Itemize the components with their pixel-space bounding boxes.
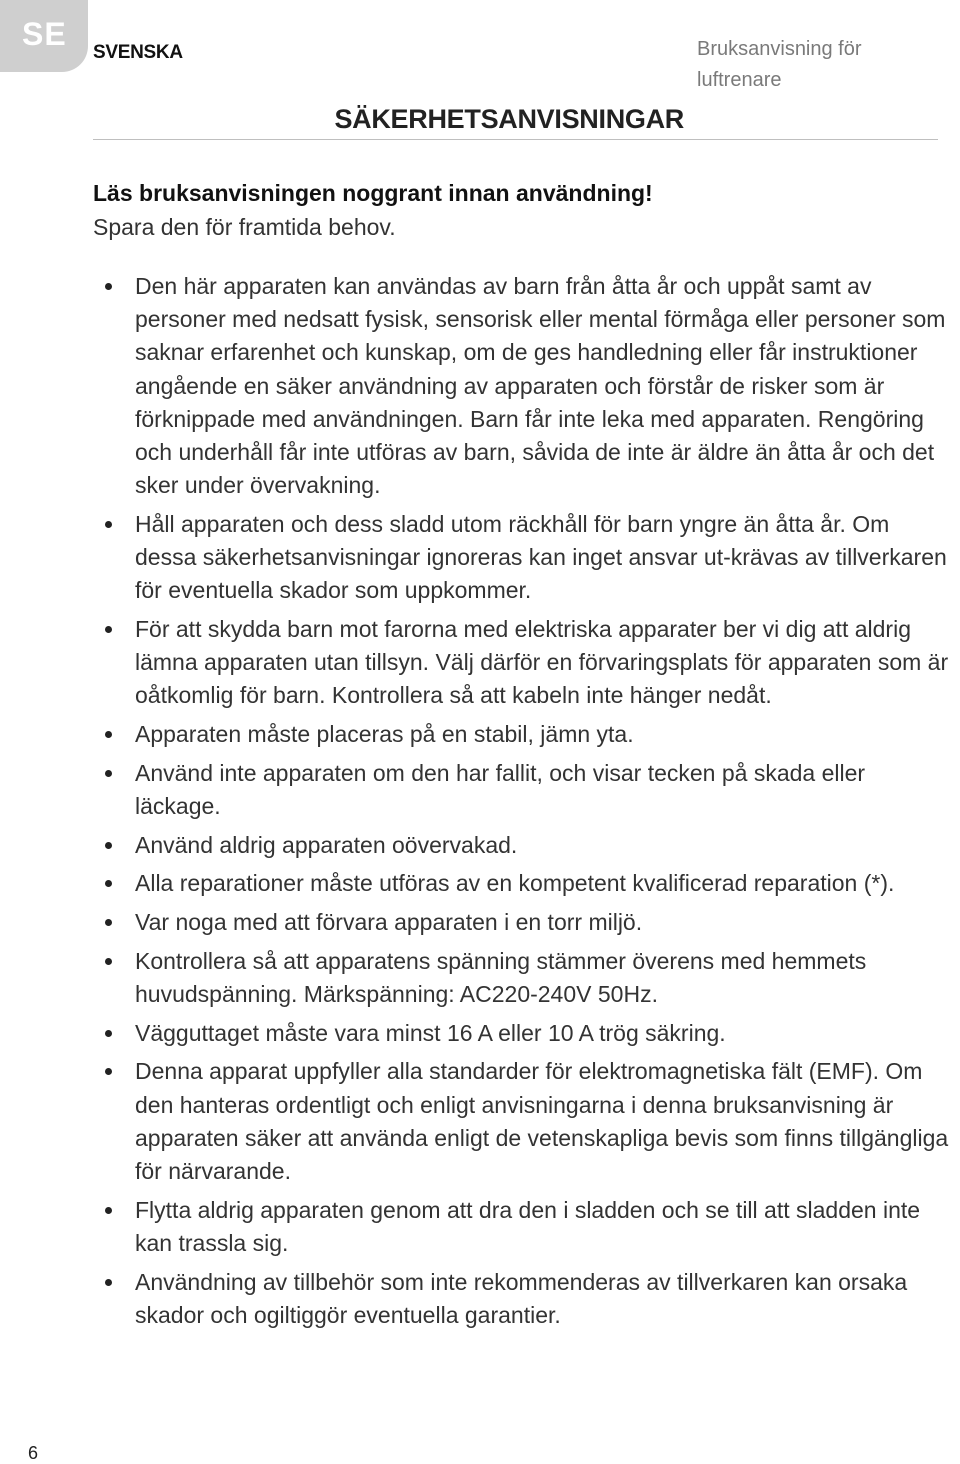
bullet-icon (105, 1030, 112, 1037)
list-item (105, 270, 955, 502)
section-title: SÄKERHETSANVISNINGAR (334, 104, 684, 134)
document-title (697, 34, 937, 96)
list-item (105, 1266, 955, 1332)
list-item-text: Alla reparationer måste utföras av en kompetent kvalificerad reparation (*). (135, 870, 895, 897)
intro-bold-line: Läs bruksanvisningen noggrant innan användning! (93, 180, 653, 206)
list-item-text: För att skydda barn mot farorna med elektriska apparater ber vi dig att aldrig lämna apparaten utan tillsyn. Välj därför en förvaringsplats för apparaten som är oåtkomlig för barn. Kontrollera så att kabeln inte hänger nedåt. (135, 616, 949, 709)
list-item (105, 613, 955, 713)
list-item-text: Flytta aldrig apparaten genom att dra den i sladden och se till att sladden inte kan trassla sig. (135, 1196, 921, 1256)
list-item-text: Vägguttaget måste vara minst 16 A eller 10 A trög säkring. (135, 1019, 726, 1046)
list-item (105, 1055, 955, 1188)
bullet-icon (105, 880, 112, 887)
safety-instructions-list (105, 270, 955, 1338)
list-item (105, 1194, 955, 1260)
bullet-icon (105, 770, 112, 777)
list-item (105, 718, 955, 751)
language-code: SE (22, 16, 67, 52)
bullet-icon (105, 731, 112, 738)
list-item-text: Apparaten måste placeras på en stabil, jämn yta. (135, 721, 634, 748)
list-item-text: Håll apparaten och dess sladd utom räckhåll för barn yngre än åtta år. Om dessa säkerhetsanvisningar ignoreras kan inget ansvar ut-krävas av tillverkaren för eventuella skador som uppkommer. (135, 510, 947, 604)
bullet-icon (105, 842, 112, 849)
language-tab (0, 0, 88, 72)
header-divider (93, 139, 938, 140)
list-item (105, 906, 955, 939)
bullet-icon (105, 283, 112, 290)
list-item-text: Var noga med att förvara apparaten i en torr miljö. (135, 909, 643, 936)
list-item (105, 829, 955, 862)
list-item (105, 945, 955, 1011)
intro-text (93, 176, 653, 244)
bullet-icon (105, 626, 112, 633)
document-title-line-2: luftrenare (697, 69, 782, 91)
list-item-text: Kontrollera så att apparatens spänning stämmer överens med hemmets huvudspänning. Märkspänning: AC220-240V 50Hz. (135, 947, 867, 1008)
list-item (105, 867, 955, 900)
list-item-text: Denna apparat uppfyller alla standarder för elektromagnetiska fält (EMF). Om den hanteras ordentligt och enligt anvisningarna i denna bruksanvisning är apparaten säker att använda enligt de vetenskapliga bevis som finns tillgängliga för närvarande. (135, 1058, 949, 1185)
intro-normal-line: Spara den för framtida behov. (93, 214, 396, 240)
list-item-text: Använd inte apparaten om den har fallit, och visar tecken på skada eller läckage. (135, 759, 866, 820)
bullet-icon (105, 1207, 112, 1214)
list-item-text: Använd aldrig apparaten oövervakad. (135, 831, 518, 858)
list-item (105, 1017, 955, 1050)
list-item-text: Användning av tillbehör som inte rekommenderas av tillverkaren kan orsaka skador och ogiltiggör eventuella garantier. (135, 1268, 908, 1328)
page-number: 6 (28, 1443, 39, 1463)
bullet-icon (105, 958, 112, 965)
document-title-line-1: Bruksanvisning för (697, 38, 862, 60)
list-item-text: Den här apparaten kan användas av barn från åtta år och uppåt samt av personer med nedsatt fysisk, sensorisk eller mental förmåga eller personer som saknar erfarenhet och kunskap, om de ges handledning eller får instruktioner angående en säker användning av apparaten och förstår de risker som är förknippade med användningen. Barn får inte leka med apparaten. Rengöring och underhåll får inte utföras av barn, såvida de inte är äldre än åtta år och det sker under övervakning. (135, 273, 946, 499)
bullet-icon (105, 919, 112, 926)
list-item (105, 757, 955, 823)
bullet-icon (105, 1279, 112, 1286)
bullet-icon (105, 1068, 112, 1075)
list-item (105, 508, 955, 608)
bullet-icon (105, 521, 112, 528)
language-name: SVENSKA (93, 42, 183, 63)
